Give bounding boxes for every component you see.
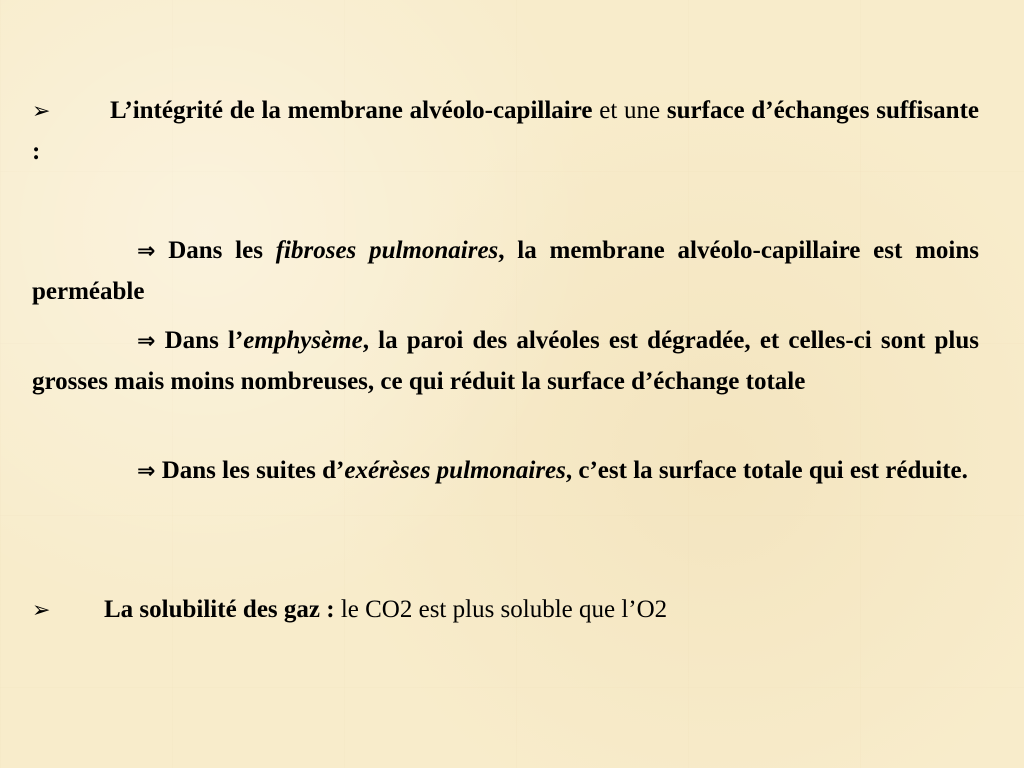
sub-emphyseme bbox=[32, 321, 979, 402]
fibroses-term: fibroses pulmonaires bbox=[275, 237, 499, 264]
fibroses-lead: Dans les bbox=[168, 237, 276, 264]
emphyseme-lead: Dans l’ bbox=[164, 327, 244, 354]
exereses-term: exérèses pulmonaires bbox=[344, 457, 566, 484]
solubility-text: le CO2 est plus soluble que l’O2 bbox=[334, 596, 668, 623]
bullet-solubility bbox=[32, 590, 979, 631]
implies-arrow-icon: ⇒ bbox=[137, 329, 156, 354]
solubility-label: La solubilité des gaz : bbox=[104, 596, 335, 623]
exereses-rest: , c’est la surface totale qui est réduite. bbox=[565, 457, 968, 484]
arrowhead-bullet-icon: ➢ bbox=[32, 99, 51, 124]
implies-arrow-icon: ⇒ bbox=[137, 459, 156, 484]
bullet-integrity bbox=[32, 91, 979, 172]
sub-fibroses bbox=[32, 231, 979, 312]
surface-text: surface d’échanges suffisante : bbox=[32, 97, 980, 165]
implies-arrow-icon: ⇒ bbox=[137, 239, 156, 264]
integrity-text: L’intégrité de la membrane alvéolo-capillaire bbox=[110, 97, 593, 124]
arrowhead-bullet-icon: ➢ bbox=[32, 598, 51, 623]
connector-text: et une bbox=[592, 97, 667, 124]
emphyseme-term: emphysème bbox=[243, 327, 363, 354]
exereses-lead: Dans les suites d’ bbox=[161, 457, 345, 484]
emphyseme-rest: , la paroi des alvéoles est dégradée, et celles-ci sont plus grosses mais moins nombreuses, ce qui réduit la surface d’échange totale bbox=[32, 327, 980, 395]
sub-exereses bbox=[32, 451, 979, 492]
fibroses-rest: , la membrane alvéolo-capillaire est moins perméable bbox=[32, 237, 979, 305]
